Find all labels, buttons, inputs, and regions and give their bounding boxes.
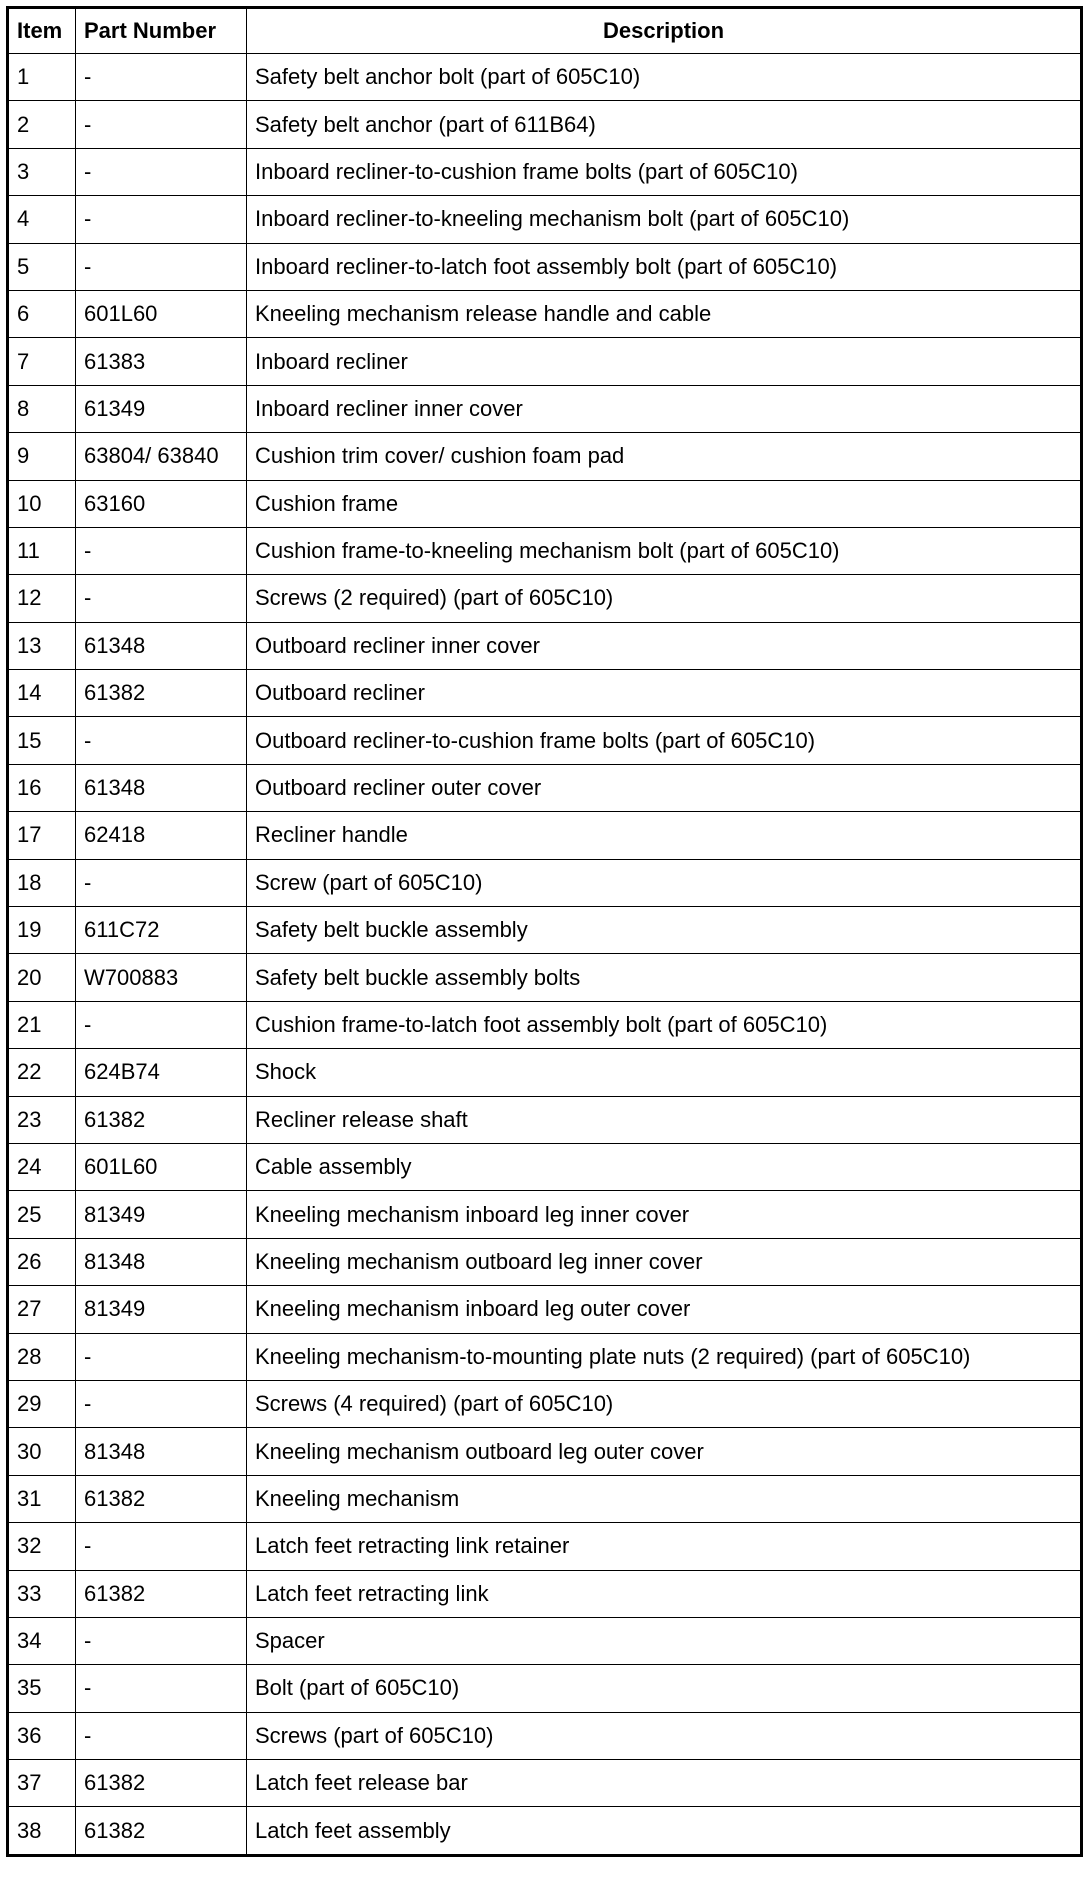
cell-description: Cable assembly [247,1143,1082,1190]
cell-item: 15 [8,717,76,764]
table-row [8,859,1082,906]
cell-item: 3 [8,148,76,195]
cell-description: Screws (part of 605C10) [247,1712,1082,1759]
cell-item: 32 [8,1523,76,1570]
header-description: Description [247,8,1082,54]
cell-item: 35 [8,1665,76,1712]
cell-part-number: 61382 [76,1475,247,1522]
cell-item: 5 [8,243,76,290]
cell-part-number: - [76,1665,247,1712]
cell-description: Kneeling mechanism-to-mounting plate nuts (2 required) (part of 605C10) [247,1333,1082,1380]
table-row [8,1096,1082,1143]
cell-part-number: - [76,243,247,290]
cell-part-number: 601L60 [76,1143,247,1190]
cell-item: 37 [8,1760,76,1807]
cell-item: 4 [8,196,76,243]
table-row [8,1570,1082,1617]
cell-description: Latch feet release bar [247,1760,1082,1807]
cell-part-number: 81349 [76,1191,247,1238]
cell-part-number: 61382 [76,1570,247,1617]
table-row [8,1428,1082,1475]
table-row [8,1286,1082,1333]
cell-item: 7 [8,338,76,385]
cell-item: 28 [8,1333,76,1380]
cell-part-number: 61382 [76,1760,247,1807]
cell-part-number: 611C72 [76,907,247,954]
cell-part-number: 81348 [76,1238,247,1285]
cell-part-number: - [76,1380,247,1427]
cell-part-number: - [76,1333,247,1380]
table-row [8,1049,1082,1096]
cell-description: Cushion frame-to-kneeling mechanism bolt (part of 605C10) [247,527,1082,574]
table-row [8,575,1082,622]
cell-part-number: - [76,527,247,574]
table-row [8,148,1082,195]
cell-description: Recliner release shaft [247,1096,1082,1143]
cell-item: 17 [8,812,76,859]
cell-item: 23 [8,1096,76,1143]
cell-description: Inboard recliner-to-cushion frame bolts (part of 605C10) [247,148,1082,195]
cell-item: 19 [8,907,76,954]
cell-item: 16 [8,764,76,811]
cell-item: 26 [8,1238,76,1285]
cell-item: 8 [8,385,76,432]
table-row [8,670,1082,717]
cell-item: 36 [8,1712,76,1759]
cell-part-number: - [76,1712,247,1759]
cell-item: 10 [8,480,76,527]
cell-part-number: - [76,1617,247,1664]
cell-description: Screw (part of 605C10) [247,859,1082,906]
table-row [8,1760,1082,1807]
table-row [8,480,1082,527]
parts-table [6,6,1083,1857]
cell-item: 20 [8,954,76,1001]
cell-description: Safety belt anchor (part of 611B64) [247,101,1082,148]
table-row [8,243,1082,290]
table-row [8,1665,1082,1712]
cell-item: 38 [8,1807,76,1855]
cell-description: Screws (2 required) (part of 605C10) [247,575,1082,622]
cell-part-number: - [76,1523,247,1570]
table-row [8,1380,1082,1427]
cell-item: 1 [8,54,76,101]
header-item: Item [8,8,76,54]
table-row [8,196,1082,243]
cell-description: Bolt (part of 605C10) [247,1665,1082,1712]
table-row [8,1001,1082,1048]
cell-item: 31 [8,1475,76,1522]
cell-description: Kneeling mechanism inboard leg outer cover [247,1286,1082,1333]
cell-description: Inboard recliner-to-kneeling mechanism bolt (part of 605C10) [247,196,1082,243]
cell-item: 11 [8,527,76,574]
cell-description: Inboard recliner inner cover [247,385,1082,432]
cell-item: 6 [8,290,76,337]
cell-description: Outboard recliner inner cover [247,622,1082,669]
table-row [8,54,1082,101]
cell-part-number: 63160 [76,480,247,527]
cell-item: 12 [8,575,76,622]
cell-item: 34 [8,1617,76,1664]
cell-item: 18 [8,859,76,906]
table-row [8,812,1082,859]
table-row [8,907,1082,954]
cell-description: Kneeling mechanism inboard leg inner cover [247,1191,1082,1238]
cell-part-number: - [76,101,247,148]
cell-item: 29 [8,1380,76,1427]
cell-description: Cushion frame [247,480,1082,527]
table-row [8,764,1082,811]
cell-description: Kneeling mechanism outboard leg inner cover [247,1238,1082,1285]
cell-part-number: 624B74 [76,1049,247,1096]
cell-description: Inboard recliner-to-latch foot assembly bolt (part of 605C10) [247,243,1082,290]
cell-part-number: W700883 [76,954,247,1001]
cell-part-number: - [76,575,247,622]
table-row [8,1143,1082,1190]
cell-item: 13 [8,622,76,669]
cell-part-number: 61348 [76,622,247,669]
table-row [8,954,1082,1001]
cell-item: 22 [8,1049,76,1096]
cell-part-number: - [76,1001,247,1048]
cell-description: Kneeling mechanism outboard leg outer cover [247,1428,1082,1475]
cell-part-number: - [76,148,247,195]
cell-part-number: 81348 [76,1428,247,1475]
cell-part-number: 61382 [76,1096,247,1143]
cell-description: Cushion frame-to-latch foot assembly bolt (part of 605C10) [247,1001,1082,1048]
table-row [8,1191,1082,1238]
cell-item: 2 [8,101,76,148]
cell-description: Cushion trim cover/ cushion foam pad [247,433,1082,480]
cell-description: Outboard recliner outer cover [247,764,1082,811]
cell-description: Kneeling mechanism [247,1475,1082,1522]
cell-part-number: 81349 [76,1286,247,1333]
table-row [8,1807,1082,1855]
cell-description: Screws (4 required) (part of 605C10) [247,1380,1082,1427]
table-row [8,1333,1082,1380]
cell-part-number: 61382 [76,670,247,717]
cell-item: 33 [8,1570,76,1617]
cell-part-number: - [76,54,247,101]
table-row [8,1475,1082,1522]
cell-description: Shock [247,1049,1082,1096]
cell-part-number: - [76,717,247,764]
table-row [8,717,1082,764]
cell-part-number: 63804/ 63840 [76,433,247,480]
cell-part-number: 61348 [76,764,247,811]
cell-description: Latch feet retracting link [247,1570,1082,1617]
cell-part-number: - [76,859,247,906]
table-row [8,101,1082,148]
table-row [8,527,1082,574]
cell-item: 14 [8,670,76,717]
cell-part-number: 61383 [76,338,247,385]
cell-description: Recliner handle [247,812,1082,859]
cell-part-number: 601L60 [76,290,247,337]
header-row [8,8,1082,54]
cell-item: 24 [8,1143,76,1190]
table-row [8,1238,1082,1285]
cell-part-number: 62418 [76,812,247,859]
cell-item: 30 [8,1428,76,1475]
table-row [8,385,1082,432]
cell-description: Safety belt anchor bolt (part of 605C10) [247,54,1082,101]
cell-description: Latch feet retracting link retainer [247,1523,1082,1570]
cell-description: Outboard recliner-to-cushion frame bolts (part of 605C10) [247,717,1082,764]
cell-part-number: - [76,196,247,243]
table-row [8,1712,1082,1759]
cell-item: 27 [8,1286,76,1333]
cell-item: 21 [8,1001,76,1048]
cell-description: Safety belt buckle assembly bolts [247,954,1082,1001]
cell-description: Safety belt buckle assembly [247,907,1082,954]
table-row [8,290,1082,337]
cell-part-number: 61349 [76,385,247,432]
table-row [8,338,1082,385]
cell-item: 9 [8,433,76,480]
cell-part-number: 61382 [76,1807,247,1855]
cell-description: Latch feet assembly [247,1807,1082,1855]
cell-description: Spacer [247,1617,1082,1664]
table-row [8,433,1082,480]
cell-item: 25 [8,1191,76,1238]
table-row [8,1617,1082,1664]
table-row [8,1523,1082,1570]
cell-description: Kneeling mechanism release handle and cable [247,290,1082,337]
cell-description: Inboard recliner [247,338,1082,385]
header-part-number: Part Number [76,8,247,54]
cell-description: Outboard recliner [247,670,1082,717]
table-row [8,622,1082,669]
table-body [8,54,1082,1856]
